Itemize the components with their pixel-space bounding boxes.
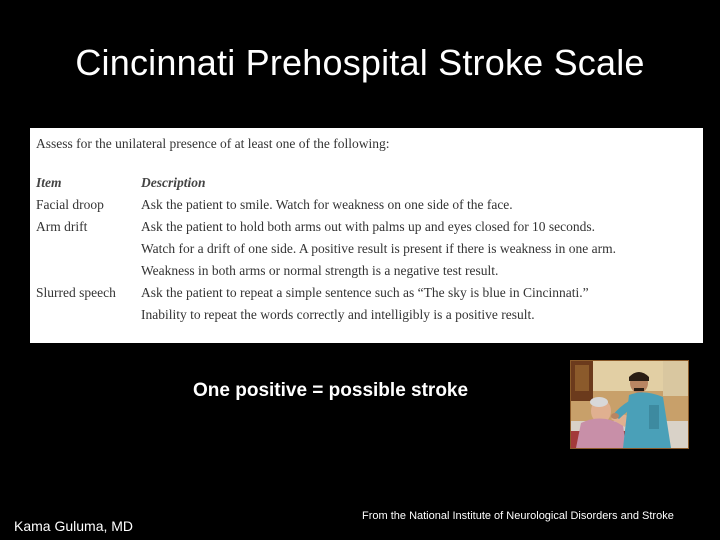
description-line: Ask the patient to smile. Watch for weakness on one side of the face. — [141, 197, 513, 212]
table-row-slurred-speech — [30, 285, 703, 307]
item-label: Arm drift — [36, 219, 88, 234]
source-credit: From the National Institute of Neurological Disorders and Stroke — [362, 510, 674, 522]
description-line: Weakness in both arms or normal strength is a negative test result. — [141, 263, 499, 278]
item-label: Facial droop — [36, 197, 104, 212]
table-row-arm-drift-cont — [30, 241, 703, 263]
header-description: Description — [141, 175, 206, 190]
description-line: Ask the patient to repeat a simple sentence such as “The sky is blue in Cincinnati.” — [141, 285, 589, 300]
slide-title: Cincinnati Prehospital Stroke Scale — [75, 42, 645, 83]
table-intro: Assess for the unilateral presence of at least one of the following: — [36, 136, 390, 151]
table-header-row — [30, 175, 703, 197]
assessment-table — [30, 128, 703, 343]
table-row-facial-droop — [30, 197, 703, 219]
author-credit: Kama Guluma, MD — [14, 518, 134, 534]
clinician-examining-patient-photo — [570, 360, 689, 449]
table-row-arm-drift — [30, 219, 703, 241]
item-label: Slurred speech — [36, 285, 116, 300]
table-row-arm-drift-cont — [30, 263, 703, 285]
header-item: Item — [36, 175, 62, 190]
description-line: Inability to repeat the words correctly and intelligibly is a positive result. — [141, 307, 535, 322]
tagline: One positive = possible stroke — [193, 380, 469, 401]
table-row-slurred-speech-cont — [30, 307, 703, 329]
description-line: Watch for a drift of one side. A positive result is present if there is weakness in one arm. — [141, 241, 617, 256]
description-line: Ask the patient to hold both arms out with palms up and eyes closed for 10 seconds. — [141, 219, 596, 234]
